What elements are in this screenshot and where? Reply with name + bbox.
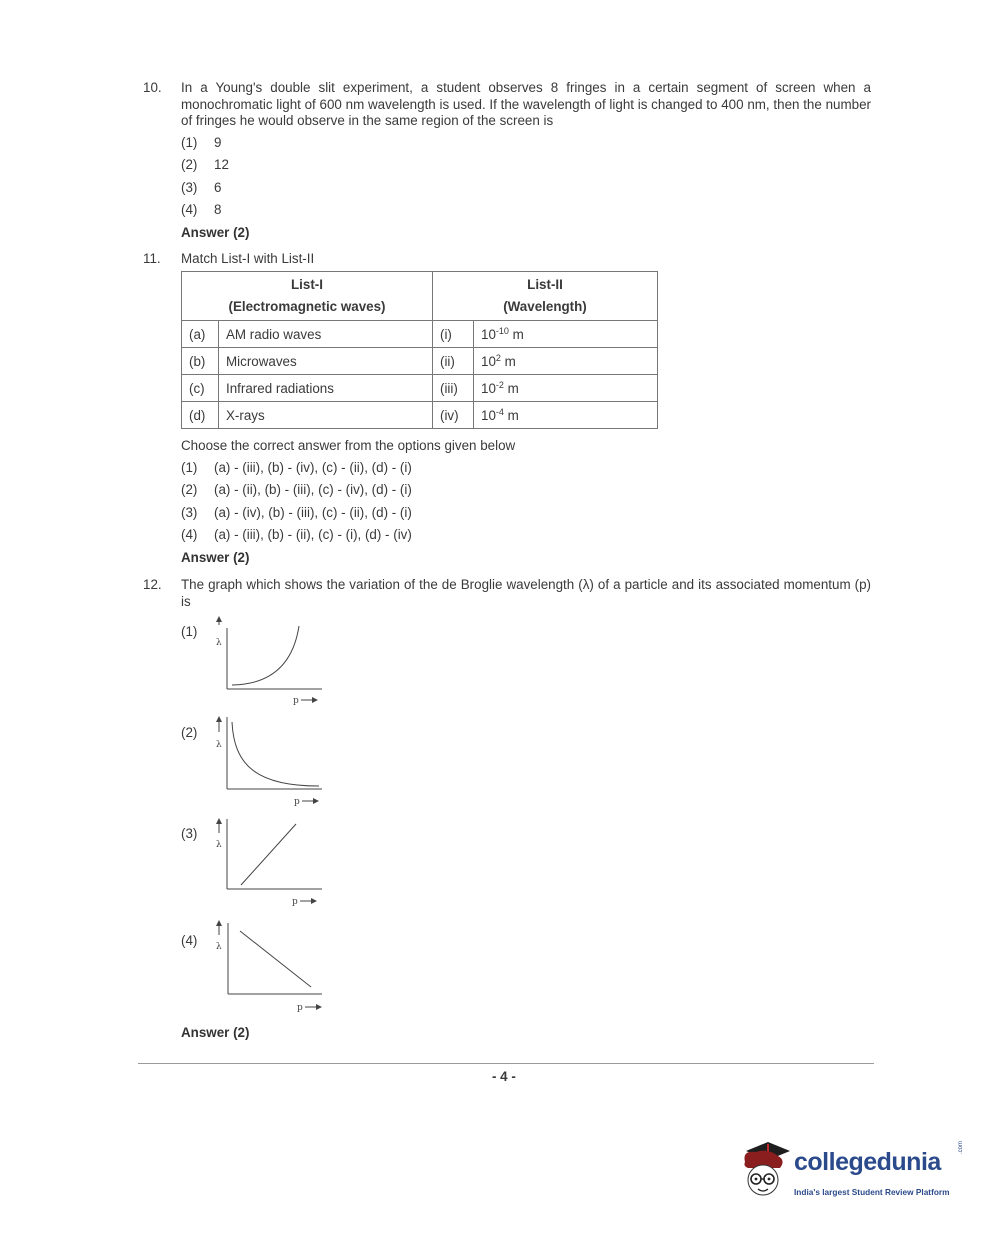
match-table [181, 271, 658, 429]
table-row [182, 375, 658, 402]
eye-right [768, 1178, 771, 1181]
q11-option-3 [181, 505, 412, 520]
list-2-title: List-II [527, 277, 563, 292]
value-base: 10 [481, 327, 496, 342]
option-text: (a) - (iii), (b) - (ii), (c) - (i), (d) - (iv) [214, 527, 412, 542]
q12-option-4-number: (4) [181, 933, 198, 948]
footer-divider [138, 1063, 874, 1064]
row-value [474, 402, 658, 429]
q10-option-3 [181, 180, 221, 195]
table-row [182, 348, 658, 375]
list-1-title: List-I [291, 277, 323, 292]
y-axis-arrowhead [216, 920, 222, 926]
option-number: (1) [181, 460, 198, 475]
q12-answer: Answer (2) [181, 1025, 250, 1040]
row-label: (c) [182, 375, 219, 402]
y-axis-label: λ [216, 740, 222, 750]
x-axis-arrowhead [316, 1004, 322, 1010]
q10-option-4 [181, 202, 221, 217]
q10-option-2 [181, 157, 229, 172]
y-axis-label: λ [216, 840, 222, 850]
option-number: (4) [181, 527, 198, 542]
eye-left [755, 1178, 758, 1181]
y-axis-label: λ [216, 638, 222, 648]
q12-option-1-graph [210, 614, 330, 709]
x-axis-label: p [292, 897, 298, 907]
option-number: (4) [181, 202, 198, 217]
option-text: 6 [214, 180, 222, 195]
q12-option-2-number: (2) [181, 725, 198, 740]
q11-option-4 [181, 527, 412, 542]
value-unit: m [500, 354, 516, 369]
mascot-icon [736, 1138, 794, 1204]
logo-tagline: India's largest Student Review Platform [794, 1187, 950, 1197]
row-item: AM radio waves [219, 321, 433, 348]
option-text: 9 [214, 135, 222, 150]
question-11-number: 11. [143, 251, 161, 266]
list-1-header [182, 272, 433, 321]
value-unit: m [503, 408, 519, 423]
question-12-number: 12. [143, 577, 162, 592]
question-11-text: Match List-I with List-II [181, 251, 315, 266]
option-text: 8 [214, 202, 222, 217]
option-number: (2) [181, 157, 198, 172]
x-axis-label: p [293, 696, 299, 706]
row-roman: (iv) [433, 402, 474, 429]
row-item: X-rays [219, 402, 433, 429]
x-axis-label: p [294, 797, 300, 807]
value-base: 10 [481, 381, 496, 396]
q12-option-2-graph [210, 714, 330, 809]
row-item: Microwaves [219, 348, 433, 375]
option-number: (3) [181, 180, 198, 195]
logo-suffix: .com [958, 1140, 964, 1154]
table-row [182, 321, 658, 348]
row-label: (b) [182, 348, 219, 375]
option-number: (2) [181, 482, 198, 497]
q11-instruction: Choose the correct answer from the options given below [181, 438, 516, 453]
option-text: (a) - (iv), (b) - (iii), (c) - (ii), (d) - (i) [214, 505, 412, 520]
row-roman: (iii) [433, 375, 474, 402]
row-value [474, 321, 658, 348]
q10-option-1 [181, 135, 221, 150]
q11-answer: Answer (2) [181, 550, 250, 565]
value-unit: m [508, 327, 524, 342]
value-exponent: -2 [495, 380, 504, 390]
q12-option-3-graph [210, 815, 330, 910]
list-2-header [433, 272, 658, 321]
list-2-subtitle: (Wavelength) [503, 299, 587, 314]
value-exponent: -10 [495, 326, 509, 336]
x-axis-label: p [297, 1003, 303, 1013]
option-text: (a) - (iii), (b) - (iv), (c) - (ii), (d) - (i) [214, 460, 412, 475]
value-exponent: 2 [495, 353, 501, 363]
curve-increasing-convex [232, 626, 299, 685]
x-axis-arrowhead [311, 898, 317, 904]
option-number: (1) [181, 135, 198, 150]
curve-decreasing-hyperbola [232, 722, 319, 786]
q11-option-1 [181, 460, 412, 475]
table-row [182, 402, 658, 429]
q10-answer: Answer (2) [181, 225, 250, 240]
row-label: (a) [182, 321, 219, 348]
value-base: 10 [481, 408, 496, 423]
x-axis-arrowhead [312, 697, 318, 703]
q12-option-3-number: (3) [181, 826, 198, 841]
line-decreasing [240, 931, 311, 987]
y-axis-arrowhead [216, 616, 222, 622]
row-value [474, 348, 658, 375]
q12-option-1-number: (1) [181, 624, 198, 639]
option-text: (a) - (ii), (b) - (iii), (c) - (iv), (d) - (i) [214, 482, 412, 497]
q12-option-4-graph [210, 917, 330, 1015]
question-10-text: In a Young's double slit experiment, a student observes 8 fringes in a certain segment of screen when a monochromatic light of 600 nm wavelength is used. If the wavelength of light is changed to 400 nm, then the number of fringes he would observe in the same region of the screen is [181, 80, 871, 129]
value-unit: m [503, 381, 519, 396]
value-exponent: -4 [495, 407, 504, 417]
logo-wordmark: collegedunia [794, 1148, 941, 1176]
question-10-number: 10. [143, 80, 162, 95]
q11-option-2 [181, 482, 412, 497]
collegedunia-logo [736, 1138, 964, 1204]
page-number: - 4 - [492, 1069, 516, 1084]
row-label: (d) [182, 402, 219, 429]
list-1-subtitle: (Electromagnetic waves) [228, 299, 386, 314]
row-roman: (ii) [433, 348, 474, 375]
option-text: 12 [214, 157, 229, 172]
option-number: (3) [181, 505, 198, 520]
y-axis-arrowhead [216, 818, 222, 824]
y-axis-arrowhead [216, 716, 222, 722]
value-base: 10 [481, 354, 496, 369]
row-item: Infrared radiations [219, 375, 433, 402]
line-increasing [241, 824, 296, 885]
row-roman: (i) [433, 321, 474, 348]
table-header-row [182, 272, 658, 321]
question-12-text: The graph which shows the variation of the de Broglie wavelength (λ) of a particle and its associated momentum (p) is [181, 577, 871, 609]
row-value [474, 375, 658, 402]
x-axis-arrowhead [313, 798, 319, 804]
y-axis-label: λ [216, 942, 222, 952]
